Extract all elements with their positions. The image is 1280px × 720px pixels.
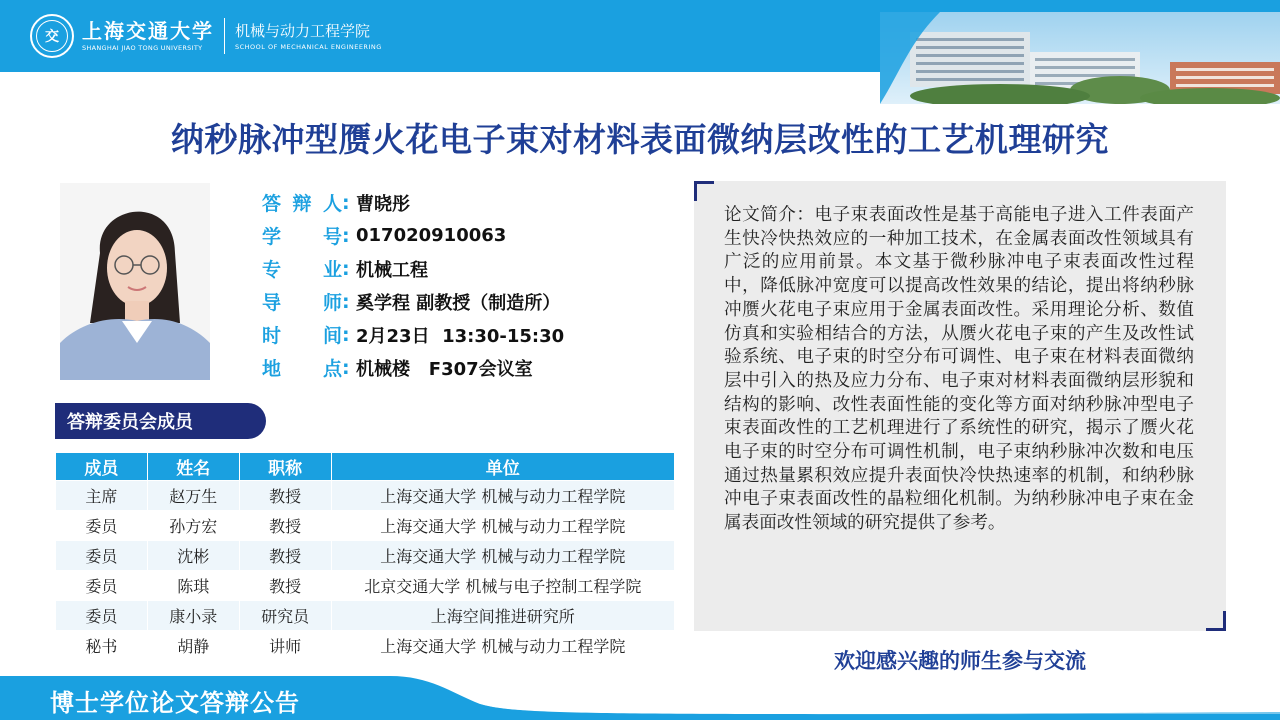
info-label: 时 间: [262, 325, 342, 347]
table-row: 委员 康小录 研究员 上海空间推进研究所: [56, 601, 675, 631]
corner-bracket-bottom-right: [1206, 611, 1226, 631]
defendant-photo: [60, 183, 210, 380]
info-row-major: 专 业 : 机械工程: [262, 252, 564, 285]
university-seal-icon: 交: [30, 14, 74, 58]
column-header: 成员: [56, 453, 148, 481]
corner-bracket-top-left: [694, 181, 714, 201]
table-row: 主席 赵万生 教授 上海交通大学 机械与动力工程学院: [56, 481, 675, 511]
table-row: 委员 陈琪 教授 北京交通大学 机械与电子控制工程学院: [56, 571, 675, 601]
info-value: 机械楼 F307会议室: [356, 358, 533, 380]
logo-divider: [224, 18, 225, 54]
welcome-message: 欢迎感兴趣的师生参与交流: [834, 649, 1086, 673]
campus-building-image: [880, 12, 1280, 104]
info-label: 答 辩 人: [262, 193, 342, 215]
info-label: 地 点: [262, 358, 342, 380]
column-header: 单位: [331, 453, 674, 481]
info-label: 学 号: [262, 226, 342, 248]
university-name: 上海交通大学 SHANGHAI JIAO TONG UNIVERSITY: [82, 19, 214, 52]
info-row-advisor: 导 师 : 奚学程 副教授（制造所）: [262, 285, 564, 318]
info-row-location: 地 点 : 机械楼 F307会议室: [262, 351, 564, 384]
abstract-text: 论文简介：电子束表面改性是基于高能电子进入工件表面产生快冷快热效应的一种加工技术，在金属表面改性领域具有广泛的应用前景。本文基于微秒脉冲电子束表面改性过程中，降低脉冲宽度可以提高改性效果的结论，提出将纳秒脉冲赝火花电子束应用于金属表面改性。采用理论分析、数值仿真和实验相结合的方法，从赝火花电子束的产生及改性试验系统、电子束的时空分布可调性、电子束在材料表面微纳层中引入的热及应力分布、电子束对材料表面微纳层形貌和结构的影响、改性表面性能的变化等方面对纳秒脉冲型电子束表面改性的工艺机理进行了系统性的研究，揭示了赝火花电子束的时空分布可调性机制，电子束纳秒脉冲次数和电压通过热量累积效应提升表面快冷快热速率的机制，和纳秒脉冲电子束表面改性的晶粒细化机制。为纳秒脉冲电子束在金属表面改性领域的研究提供了参考。: [724, 205, 1194, 534]
info-value: 奚学程 副教授（制造所）: [356, 292, 561, 314]
info-label: 专 业: [262, 259, 342, 281]
defense-info: [262, 186, 564, 384]
info-value: 曹晓彤: [356, 193, 410, 215]
thesis-title: 纳秒脉冲型赝火花电子束对材料表面微纳层改性的工艺机理研究: [171, 120, 1109, 159]
table-row: 秘书 胡静 讲师 上海交通大学 机械与动力工程学院: [56, 631, 675, 661]
info-value: 2月23日 13:30-15:30: [356, 325, 565, 347]
column-header: 职称: [239, 453, 331, 481]
info-row-defendant: 答 辩 人 : 曹晓彤: [262, 186, 564, 219]
table-row: 委员 孙方宏 教授 上海交通大学 机械与动力工程学院: [56, 511, 675, 541]
column-header: 姓名: [147, 453, 239, 481]
info-value: 017020910063: [356, 225, 507, 246]
info-row-student-id: 学 号 : 017020910063: [262, 219, 564, 252]
university-logo: [30, 12, 382, 60]
header-swoosh: [0, 60, 900, 104]
committee-table: [55, 452, 675, 661]
info-row-time: 时 间 : 2月23日 13:30-15:30: [262, 318, 564, 351]
committee-header-row: [56, 453, 675, 481]
committee-heading: 答辩委员会成员: [55, 403, 266, 439]
info-label: 导 师: [262, 292, 342, 314]
footer-title: 博士学位论文答辩公告: [50, 688, 300, 717]
school-name: 机械与动力工程学院 SCHOOL OF MECHANICAL ENGINEERING: [235, 22, 382, 51]
info-value: 机械工程: [356, 259, 428, 281]
table-row: 委员 沈彬 教授 上海交通大学 机械与动力工程学院: [56, 541, 675, 571]
